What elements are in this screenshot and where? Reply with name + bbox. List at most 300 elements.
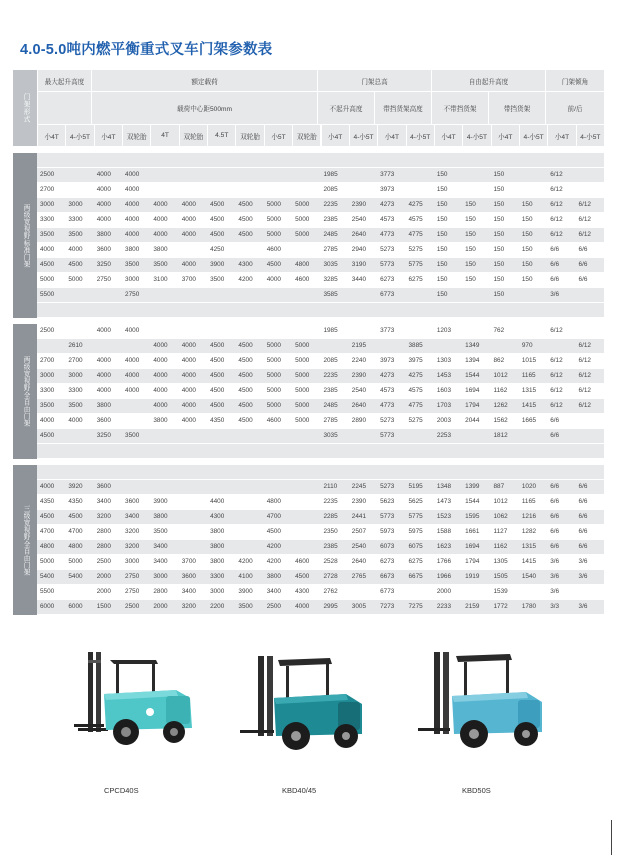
table-cell: 1588	[436, 528, 452, 535]
table-cell: 1603	[436, 387, 452, 394]
table-cell: 4273	[380, 201, 395, 208]
table-cell: 4500	[295, 573, 310, 580]
table-cell: 3/6	[550, 558, 560, 565]
table-cell	[235, 303, 263, 317]
table-cell: 4575	[408, 387, 423, 394]
table-cell: 4773	[380, 402, 395, 409]
table-row	[37, 243, 604, 257]
table-cell: 5000	[295, 402, 310, 409]
table-cell: 5000	[266, 357, 281, 364]
table-cell: 1015	[521, 357, 537, 364]
table-cell	[37, 444, 65, 458]
table-cell: 3285	[323, 276, 338, 283]
table-cell: 150	[436, 216, 448, 223]
table-cell	[576, 414, 604, 428]
table-cell: 6/6	[578, 276, 588, 283]
table-spacer-row	[37, 153, 604, 167]
table-cell	[37, 339, 65, 353]
table-cell: 2640	[351, 402, 366, 409]
table-cell: 1303	[436, 357, 452, 364]
table-cell	[462, 288, 490, 302]
table-cell	[179, 429, 207, 443]
table-cell: 4000	[125, 186, 140, 193]
table-cell	[462, 168, 490, 182]
table-cell	[547, 339, 575, 353]
table-cell	[235, 168, 263, 182]
table-cell: 6/12	[578, 357, 591, 364]
table-cell: 3500	[68, 231, 83, 238]
header-subcolumn: 双轮胎	[123, 125, 150, 146]
table-cell: 1772	[493, 603, 508, 610]
table-cell: 6/12	[578, 216, 591, 223]
table-cell	[179, 183, 207, 197]
table-cell	[264, 465, 292, 479]
table-cell: 1985	[323, 327, 338, 334]
table-cell	[37, 465, 65, 479]
table-cell: 6/6	[578, 543, 588, 550]
table-cell: 6673	[380, 573, 395, 580]
table-cell: 4300	[238, 261, 253, 268]
table-cell	[292, 495, 320, 509]
table-cell: 6/12	[578, 342, 591, 349]
table-cell: 4000	[181, 216, 196, 223]
table-cell: 3800	[266, 573, 281, 580]
table-cell	[65, 303, 93, 317]
table-cell	[235, 153, 263, 167]
table-cell	[576, 153, 604, 167]
table-cell: 3973	[380, 357, 395, 364]
table-cell: 4000	[153, 216, 168, 223]
table-cell	[519, 288, 547, 302]
table-cell: 4600	[266, 246, 281, 253]
table-cell: 4000	[181, 261, 196, 268]
table-cell	[462, 585, 490, 599]
table-cell: 1694	[465, 543, 480, 550]
table-cell: 1595	[465, 513, 480, 520]
table-cell: 150	[465, 201, 476, 208]
table-cell: 1162	[493, 387, 508, 394]
table-cell: 6773	[380, 588, 395, 595]
table-cell: 4000	[96, 387, 111, 394]
table-cell	[94, 444, 122, 458]
table-cell: 3400	[266, 588, 281, 595]
table-cell: 3800	[210, 558, 225, 565]
table-row	[37, 429, 604, 443]
table-cell	[150, 480, 178, 494]
table-cell: 2385	[323, 543, 338, 550]
table-cell: 2700	[68, 357, 83, 364]
table-cell: 4500	[210, 387, 225, 394]
table-cell: 6/6	[578, 483, 588, 490]
table-cell	[405, 465, 433, 479]
table-cell: 3000	[68, 372, 83, 379]
table-cell	[349, 324, 377, 338]
table-cell: 1127	[493, 528, 508, 535]
table-cell: 1415	[521, 558, 537, 565]
table-cell	[292, 153, 320, 167]
table-cell: 2390	[351, 372, 366, 379]
table-row	[37, 555, 604, 569]
table-cell: 2640	[351, 231, 366, 238]
table-cell: 4000	[181, 342, 196, 349]
table-cell: 4000	[96, 201, 111, 208]
table-cell: 2800	[96, 528, 111, 535]
table-cell: 150	[521, 246, 533, 253]
table-cell: 3600	[96, 417, 111, 424]
table-cell	[576, 303, 604, 317]
table-cell	[462, 153, 490, 167]
mast-type-header: 门架形式	[13, 70, 37, 146]
table-cell	[519, 183, 547, 197]
table-cell: 3000	[125, 276, 140, 283]
table-cell: 4000	[125, 201, 140, 208]
table-cell: 4350	[40, 498, 55, 505]
table-row	[37, 495, 604, 509]
table-cell: 1315	[521, 543, 537, 550]
table-cell: 4500	[210, 216, 225, 223]
table-cell: 6/12	[550, 402, 563, 409]
table-cell: 1349	[465, 342, 480, 349]
table-cell: 3000	[40, 372, 55, 379]
table-cell: 1216	[521, 513, 537, 520]
table-cell: 4573	[380, 387, 395, 394]
table-cell: 5000	[266, 402, 281, 409]
product-cpcd40s	[66, 640, 206, 750]
table-cell: 1012	[493, 372, 508, 379]
table-cell	[122, 444, 150, 458]
table-cell: 4500	[238, 342, 253, 349]
table-cell: 1203	[436, 327, 452, 334]
table-cell: 3/6	[578, 558, 588, 565]
table-cell: 4775	[408, 231, 423, 238]
table-cell: 4000	[266, 276, 281, 283]
table-cell	[235, 444, 263, 458]
table-cell	[235, 510, 263, 524]
table-cell: 4273	[380, 372, 395, 379]
table-cell: 3500	[125, 261, 140, 268]
table-cell	[519, 153, 547, 167]
table-cell: 4700	[40, 528, 55, 535]
page-edge-line	[611, 820, 612, 855]
table-cell: 1665	[521, 417, 537, 424]
table-cell	[65, 183, 93, 197]
table-cell: 150	[493, 186, 505, 193]
table-cell: 5000	[295, 372, 310, 379]
table-cell	[65, 288, 93, 302]
table-cell: 2785	[323, 417, 338, 424]
table-cell: 2762	[323, 588, 338, 595]
table-cell: 4350	[210, 417, 225, 424]
table-cell: 3885	[408, 342, 423, 349]
table-cell: 5275	[408, 417, 423, 424]
table-cell	[264, 288, 292, 302]
header-subcolumn: 4-小5T	[520, 125, 547, 146]
table-cell	[179, 495, 207, 509]
table-cell	[179, 510, 207, 524]
table-cell: 5000	[295, 342, 310, 349]
table-cell: 4000	[181, 417, 196, 424]
table-cell: 6/6	[550, 261, 560, 268]
table-cell: 6273	[380, 276, 395, 283]
table-cell: 1062	[493, 513, 508, 520]
table-cell	[94, 303, 122, 317]
table-cell: 150	[465, 276, 476, 283]
header-subcolumn: 4-小5T	[407, 125, 434, 146]
table-row	[37, 339, 604, 353]
table-cell: 4000	[181, 357, 196, 364]
table-cell: 4000	[153, 357, 168, 364]
table-cell: 3585	[323, 291, 338, 298]
table-cell	[122, 399, 150, 413]
table-cell: 5775	[408, 513, 423, 520]
table-cell: 3800	[153, 417, 168, 424]
table-cell: 5000	[266, 216, 281, 223]
table-cell: 2485	[323, 402, 338, 409]
table-cell: 3800	[210, 543, 225, 550]
table-cell: 4800	[68, 543, 83, 550]
table-cell	[434, 339, 462, 353]
page-title: 4.0-5.0吨内燃平衡重式叉车门架参数表	[20, 42, 273, 58]
table-cell: 3500	[153, 261, 168, 268]
table-cell	[264, 444, 292, 458]
table-cell: 2003	[436, 417, 452, 424]
table-cell: 6/12	[550, 372, 563, 379]
table-cell: 1794	[465, 558, 480, 565]
table-cell: 2385	[323, 216, 338, 223]
table-cell	[377, 339, 405, 353]
table-cell: 2640	[351, 558, 366, 565]
table-cell	[235, 465, 263, 479]
table-cell: 6273	[380, 558, 395, 565]
table-cell	[179, 465, 207, 479]
table-cell	[462, 303, 490, 317]
header-mast-overall-height: 门架总高	[318, 70, 431, 91]
table-cell	[264, 324, 292, 338]
table-cell	[462, 324, 490, 338]
table-cell: 5623	[380, 498, 395, 505]
table-cell	[576, 429, 604, 443]
table-row	[37, 198, 604, 212]
table-cell: 4500	[238, 387, 253, 394]
table-cell: 6/6	[550, 483, 560, 490]
table-cell: 4775	[408, 402, 423, 409]
table-cell: 2000	[436, 588, 452, 595]
table-cell: 1780	[521, 603, 537, 610]
table-cell: 3/3	[550, 603, 560, 610]
table-cell: 2890	[351, 417, 366, 424]
table-cell: 3200	[96, 513, 111, 520]
table-cell: 4000	[96, 372, 111, 379]
table-cell	[547, 153, 575, 167]
table-cell: 4000	[96, 186, 111, 193]
table-cell: 6000	[68, 603, 83, 610]
table-cell	[150, 288, 178, 302]
table-cell: 6/6	[550, 432, 560, 439]
table-cell	[462, 444, 490, 458]
table-cell	[576, 465, 604, 479]
table-cell: 3800	[210, 528, 225, 535]
table-cell: 150	[436, 291, 448, 298]
table-cell: 1305	[493, 558, 508, 565]
table-cell	[405, 303, 433, 317]
table-cell: 6/12	[550, 201, 563, 208]
table-cell: 5000	[266, 342, 281, 349]
header-subcolumn: 4-小5T	[66, 125, 93, 146]
table-cell	[320, 303, 348, 317]
table-cell	[434, 444, 462, 458]
table-cell: 5000	[295, 357, 310, 364]
table-cell	[65, 168, 93, 182]
table-cell	[377, 153, 405, 167]
header-subcolumn: 小4T	[38, 125, 65, 146]
table-cell	[122, 480, 150, 494]
table-cell: 4000	[153, 201, 168, 208]
table-cell: 2240	[351, 357, 366, 364]
table-cell: 3200	[181, 603, 196, 610]
table-cell: 7275	[408, 603, 423, 610]
table-cell	[235, 288, 263, 302]
table-cell	[377, 303, 405, 317]
table-cell: 5000	[295, 387, 310, 394]
table-cell: 6/12	[578, 387, 591, 394]
table-cell: 3/6	[578, 573, 588, 580]
table-cell: 4500	[238, 417, 253, 424]
header-mast-tilt: 门架倾角	[546, 70, 604, 91]
table-cell	[207, 288, 235, 302]
table-cell: 3400	[153, 543, 168, 550]
table-cell: 4000	[181, 201, 196, 208]
table-cell: 1282	[521, 528, 537, 535]
table-row	[37, 213, 604, 227]
table-cell: 2000	[96, 588, 111, 595]
table-cell: 2800	[96, 543, 111, 550]
table-row	[37, 399, 604, 413]
table-cell	[519, 585, 547, 599]
table-cell: 3600	[96, 246, 111, 253]
table-cell	[292, 429, 320, 443]
header-subcolumn: 小4T	[435, 125, 462, 146]
table-cell: 5975	[408, 528, 423, 535]
table-cell: 3250	[96, 432, 111, 439]
table-cell: 4000	[125, 216, 140, 223]
table-cell: 5000	[295, 216, 310, 223]
table-cell: 6675	[408, 573, 423, 580]
table-cell: 150	[493, 261, 505, 268]
table-cell: 6/6	[550, 246, 560, 253]
table-cell: 150	[521, 276, 533, 283]
table-cell	[264, 429, 292, 443]
table-cell	[179, 480, 207, 494]
table-cell: 1473	[436, 498, 452, 505]
table-cell: 4700	[68, 528, 83, 535]
table-cell: 4500	[238, 231, 253, 238]
table-cell: 2507	[351, 528, 366, 535]
table-spacer-row	[37, 465, 604, 479]
table-cell	[94, 153, 122, 167]
table-cell: 3300	[40, 216, 55, 223]
table-cell: 3/6	[550, 291, 560, 298]
table-cell: 4000	[153, 342, 168, 349]
table-cell	[179, 324, 207, 338]
table-cell	[207, 168, 235, 182]
table-cell: 6075	[408, 543, 423, 550]
header-subcolumn: 4-小5T	[463, 125, 490, 146]
table-cell: 2700	[40, 357, 55, 364]
table-cell: 4300	[210, 513, 225, 520]
table-cell	[150, 183, 178, 197]
table-cell: 4000	[153, 231, 168, 238]
table-cell: 5000	[266, 231, 281, 238]
table-cell: 4200	[238, 558, 253, 565]
table-cell: 2000	[153, 603, 168, 610]
table-cell: 2253	[436, 432, 452, 439]
table-cell	[235, 540, 263, 554]
table-cell: 4000	[68, 417, 83, 424]
table-cell: 2000	[96, 573, 111, 580]
mast-group-label: 三级宽视野全自由门架	[13, 465, 37, 615]
table-cell: 2750	[125, 291, 140, 298]
table-cell: 6/6	[578, 498, 588, 505]
table-cell: 2385	[323, 387, 338, 394]
table-cell	[519, 303, 547, 317]
table-cell: 150	[465, 231, 476, 238]
table-cell: 2441	[351, 513, 366, 520]
table-row	[37, 354, 604, 368]
table-cell: 6/6	[578, 513, 588, 520]
table-cell: 1162	[493, 543, 508, 550]
header-subcolumn: 4T	[151, 125, 178, 146]
table-row	[37, 183, 604, 197]
table-cell: 4600	[266, 417, 281, 424]
table-cell	[65, 429, 93, 443]
table-cell: 887	[493, 483, 505, 490]
table-cell: 3005	[351, 603, 366, 610]
table-cell: 150	[436, 231, 448, 238]
table-cell: 4000	[153, 402, 168, 409]
table-cell: 150	[436, 171, 448, 178]
table-cell	[547, 303, 575, 317]
table-cell	[207, 153, 235, 167]
table-cell	[405, 585, 433, 599]
table-cell: 5273	[380, 483, 395, 490]
table-cell: 6/6	[578, 246, 588, 253]
table-cell	[150, 324, 178, 338]
table-cell	[207, 303, 235, 317]
table-cell: 6/12	[550, 327, 563, 334]
table-row	[37, 168, 604, 182]
table-cell: 4000	[125, 372, 140, 379]
table-cell: 4700	[266, 513, 281, 520]
table-cell: 6/6	[578, 261, 588, 268]
table-cell	[207, 465, 235, 479]
header-subcolumn: 小4T	[378, 125, 405, 146]
table-cell: 3600	[96, 483, 111, 490]
table-cell: 1500	[96, 603, 111, 610]
table-cell: 5000	[266, 372, 281, 379]
table-cell: 3500	[210, 276, 225, 283]
table-cell	[462, 183, 490, 197]
table-cell	[320, 153, 348, 167]
mast-group	[13, 324, 604, 459]
table-cell: 2700	[40, 186, 55, 193]
table-cell: 6/12	[578, 402, 591, 409]
table-cell: 5000	[40, 276, 55, 283]
table-cell: 4000	[68, 246, 83, 253]
table-cell: 6/12	[550, 186, 563, 193]
table-cell	[150, 465, 178, 479]
mast-group-label: 两级宽视野全自由门架	[13, 324, 37, 459]
header-max-lift-height: 最大起升高度	[38, 70, 91, 91]
